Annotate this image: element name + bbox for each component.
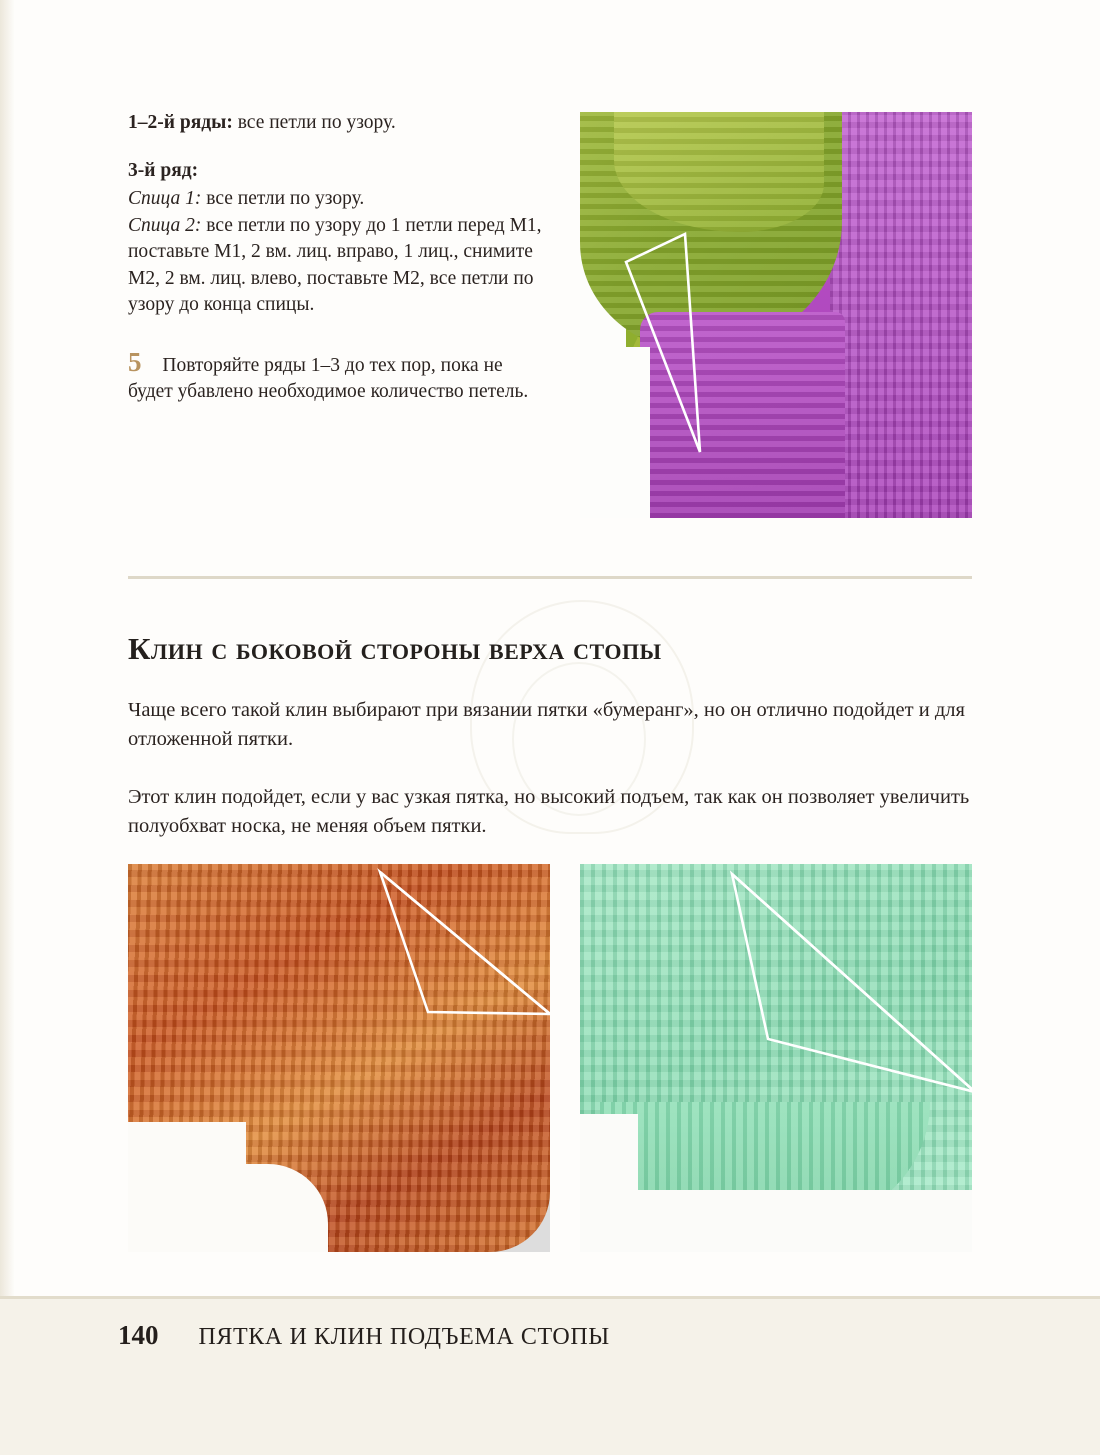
photo-bottom-right-background: [580, 1190, 972, 1252]
needle-2-line: [128, 213, 548, 319]
step-text: Повторяйте ряды 1–3 до тех пор, пока не будет убавлено необходимое количество петель.: [128, 354, 529, 403]
photo-bottom-left-background: [580, 347, 650, 518]
photo-bottom-right-left-background: [580, 1114, 638, 1252]
needle-1-label: Спица 1:: [128, 188, 202, 209]
instructions-column: [128, 112, 548, 425]
rows-1-2-line: [128, 112, 548, 134]
needle-1-text: все петли по узору.: [206, 188, 365, 209]
needle-1-line: [128, 186, 548, 213]
rows-1-2-label: 1–2-й ряды:: [128, 112, 233, 133]
needle-2-text: все петли по узору до 1 петли перед М1, поставьте М1, 2 вм. лиц. вправо, 1 лиц., снимите М2, 2 вм. лиц. влево, поставьте М2, все петли по узору до конца спицы.: [128, 214, 542, 316]
purple-sock-foot: [640, 312, 845, 518]
step-5: [128, 346, 548, 406]
section-paragraph-2: Этот клин подойдет, если у вас узкая пятка, но высокий подъем, так как он позволяет увеличить полуобхват носка, не меняя объем пятки.: [128, 785, 970, 837]
footer: [118, 1320, 610, 1351]
rows-1-2-text: все петли по узору.: [237, 112, 396, 133]
top-section: [0, 0, 1100, 560]
section-paragraph-1: Чаще всего такой клин выбирают при вязании пятки «бумеранг», но он отлично подойдет и для отложенной пятки.: [128, 698, 965, 750]
figure-bottom-left-photo: [128, 864, 550, 1252]
row-3-label: 3-й ряд:: [128, 160, 199, 181]
section-divider: [128, 576, 972, 579]
needle-2-label: Спица 2:: [128, 214, 202, 236]
figure-top-photo: [580, 112, 972, 518]
section-title: Клин с боковой стороны верха стопы: [128, 630, 662, 666]
step-number: 5: [128, 346, 142, 377]
photo-bottom-left-corner-background: [128, 1164, 328, 1252]
footer-chapter-title: ПЯТКА И КЛИН ПОДЪЕМА СТОПЫ: [198, 1324, 610, 1350]
page-number: 140: [118, 1320, 159, 1350]
figure-bottom-right-photo: [580, 864, 972, 1252]
